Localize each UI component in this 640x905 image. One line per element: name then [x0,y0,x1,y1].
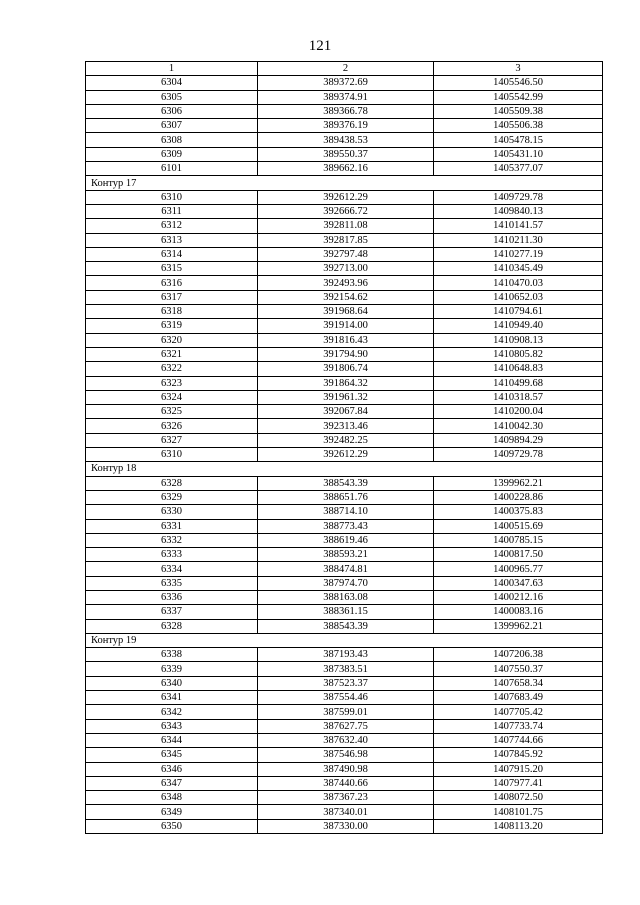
x-coordinate-cell: 391961.32 [258,390,434,404]
point-number-cell: 6304 [86,76,258,90]
x-coordinate-cell: 392612.29 [258,190,434,204]
table-row [86,562,603,576]
point-number-cell: 6344 [86,733,258,747]
table-row [86,376,603,390]
y-coordinate-cell: 1408113.20 [434,819,603,833]
x-coordinate-cell: 391864.32 [258,376,434,390]
table-row [86,319,603,333]
y-coordinate-cell: 1405509.38 [434,104,603,118]
contour-title-row [86,633,603,647]
y-coordinate-cell: 1399962.21 [434,476,603,490]
y-coordinate-cell: 1410908.13 [434,333,603,347]
point-number-cell: 6101 [86,162,258,176]
y-coordinate-cell: 1405546.50 [434,76,603,90]
y-coordinate-cell: 1410200.04 [434,405,603,419]
point-number-cell: 6330 [86,505,258,519]
x-coordinate-cell: 387632.40 [258,733,434,747]
contour-title-row [86,462,603,476]
table-row [86,262,603,276]
table-row [86,548,603,562]
point-number-cell: 6310 [86,448,258,462]
point-number-cell: 6342 [86,705,258,719]
x-coordinate-cell: 389372.69 [258,76,434,90]
y-coordinate-cell: 1400965.77 [434,562,603,576]
point-number-cell: 6331 [86,519,258,533]
table-row [86,648,603,662]
y-coordinate-cell: 1409729.78 [434,448,603,462]
x-coordinate-cell: 392154.62 [258,290,434,304]
table-row [86,590,603,604]
table-row [86,90,603,104]
table-row [86,519,603,533]
y-coordinate-cell: 1410318.57 [434,390,603,404]
table-row [86,190,603,204]
y-coordinate-cell: 1410805.82 [434,347,603,361]
point-number-cell: 6305 [86,90,258,104]
point-number-cell: 6336 [86,590,258,604]
x-coordinate-cell: 387383.51 [258,662,434,676]
x-coordinate-cell: 391968.64 [258,305,434,319]
table-row [86,619,603,633]
page-number: 121 [308,38,332,54]
y-coordinate-cell: 1400375.83 [434,505,603,519]
table-row [86,705,603,719]
table-row [86,433,603,447]
table-row [86,719,603,733]
y-coordinate-cell: 1410277.19 [434,247,603,261]
x-coordinate-cell: 387440.66 [258,776,434,790]
table-row [86,605,603,619]
y-coordinate-cell: 1399962.21 [434,619,603,633]
y-coordinate-cell: 1410949.40 [434,319,603,333]
table-row [86,576,603,590]
table-row [86,805,603,819]
x-coordinate-cell: 392713.00 [258,262,434,276]
point-number-cell: 6343 [86,719,258,733]
x-coordinate-cell: 392313.46 [258,419,434,433]
y-coordinate-cell: 1409729.78 [434,190,603,204]
point-number-cell: 6312 [86,219,258,233]
point-number-cell: 6350 [86,819,258,833]
y-coordinate-cell: 1400515.69 [434,519,603,533]
point-number-cell: 6306 [86,104,258,118]
x-coordinate-cell: 387599.01 [258,705,434,719]
table-row [86,533,603,547]
y-coordinate-cell: 1400347.63 [434,576,603,590]
y-coordinate-cell: 1408072.50 [434,791,603,805]
table-row [86,219,603,233]
table-row [86,204,603,218]
x-coordinate-cell: 391914.00 [258,319,434,333]
y-coordinate-cell: 1409894.29 [434,433,603,447]
table-row [86,476,603,490]
x-coordinate-cell: 392612.29 [258,448,434,462]
table-row [86,305,603,319]
point-number-cell: 6335 [86,576,258,590]
point-number-cell: 6314 [86,247,258,261]
point-number-cell: 6349 [86,805,258,819]
coordinates-table [85,61,603,834]
column-header-1: 1 [86,62,258,76]
x-coordinate-cell: 387340.01 [258,805,434,819]
point-number-cell: 6333 [86,548,258,562]
y-coordinate-cell: 1400228.86 [434,490,603,504]
table-row [86,247,603,261]
x-coordinate-cell: 388543.39 [258,476,434,490]
column-header-2: 2 [258,62,434,76]
x-coordinate-cell: 388773.43 [258,519,434,533]
table-row [86,147,603,161]
x-coordinate-cell: 388543.39 [258,619,434,633]
table-header-row [86,62,603,76]
y-coordinate-cell: 1410141.57 [434,219,603,233]
point-number-cell: 6332 [86,533,258,547]
table-row [86,347,603,361]
table-row [86,362,603,376]
x-coordinate-cell: 387554.46 [258,691,434,705]
table-row [86,162,603,176]
x-coordinate-cell: 387367.23 [258,791,434,805]
x-coordinate-cell: 387523.37 [258,676,434,690]
point-number-cell: 6313 [86,233,258,247]
point-number-cell: 6334 [86,562,258,576]
table-row [86,276,603,290]
table-row [86,333,603,347]
point-number-cell: 6309 [86,147,258,161]
y-coordinate-cell: 1407658.34 [434,676,603,690]
x-coordinate-cell: 389662.16 [258,162,434,176]
y-coordinate-cell: 1410499.68 [434,376,603,390]
point-number-cell: 6323 [86,376,258,390]
table-row [86,390,603,404]
point-number-cell: 6346 [86,762,258,776]
x-coordinate-cell: 387627.75 [258,719,434,733]
point-number-cell: 6337 [86,605,258,619]
y-coordinate-cell: 1407733.74 [434,719,603,733]
y-coordinate-cell: 1410345.49 [434,262,603,276]
y-coordinate-cell: 1407845.92 [434,748,603,762]
table-row [86,819,603,833]
y-coordinate-cell: 1405478.15 [434,133,603,147]
x-coordinate-cell: 387546.98 [258,748,434,762]
y-coordinate-cell: 1400083.16 [434,605,603,619]
x-coordinate-cell: 391794.90 [258,347,434,361]
y-coordinate-cell: 1405377.07 [434,162,603,176]
table-row [86,791,603,805]
table-row [86,233,603,247]
point-number-cell: 6339 [86,662,258,676]
table-row [86,76,603,90]
x-coordinate-cell: 388714.10 [258,505,434,519]
x-coordinate-cell: 392817.85 [258,233,434,247]
y-coordinate-cell: 1410211.30 [434,233,603,247]
table-row [86,419,603,433]
x-coordinate-cell: 388651.76 [258,490,434,504]
x-coordinate-cell: 387330.00 [258,819,434,833]
x-coordinate-cell: 392811.08 [258,219,434,233]
contour-title: Контур 17 [86,176,603,190]
x-coordinate-cell: 388619.46 [258,533,434,547]
y-coordinate-cell: 1410652.03 [434,290,603,304]
y-coordinate-cell: 1400785.15 [434,533,603,547]
point-number-cell: 6328 [86,619,258,633]
y-coordinate-cell: 1407206.38 [434,648,603,662]
point-number-cell: 6340 [86,676,258,690]
table-row [86,505,603,519]
x-coordinate-cell: 388163.08 [258,590,434,604]
x-coordinate-cell: 389376.19 [258,119,434,133]
x-coordinate-cell: 389438.53 [258,133,434,147]
point-number-cell: 6347 [86,776,258,790]
x-coordinate-cell: 388474.81 [258,562,434,576]
x-coordinate-cell: 389366.78 [258,104,434,118]
point-number-cell: 6311 [86,204,258,218]
y-coordinate-cell: 1400212.16 [434,590,603,604]
x-coordinate-cell: 387193.43 [258,648,434,662]
table-row [86,133,603,147]
point-number-cell: 6329 [86,490,258,504]
table-row [86,104,603,118]
y-coordinate-cell: 1400817.50 [434,548,603,562]
contour-title: Контур 18 [86,462,603,476]
point-number-cell: 6328 [86,476,258,490]
point-number-cell: 6338 [86,648,258,662]
y-coordinate-cell: 1407977.41 [434,776,603,790]
point-number-cell: 6326 [86,419,258,433]
point-number-cell: 6321 [86,347,258,361]
table-row [86,490,603,504]
table-row [86,748,603,762]
point-number-cell: 6325 [86,405,258,419]
table-row [86,405,603,419]
x-coordinate-cell: 392493.96 [258,276,434,290]
y-coordinate-cell: 1410794.61 [434,305,603,319]
table-row [86,448,603,462]
x-coordinate-cell: 392482.25 [258,433,434,447]
y-coordinate-cell: 1410648.83 [434,362,603,376]
table-row [86,733,603,747]
x-coordinate-cell: 388593.21 [258,548,434,562]
x-coordinate-cell: 389550.37 [258,147,434,161]
y-coordinate-cell: 1407705.42 [434,705,603,719]
table-row [86,776,603,790]
y-coordinate-cell: 1410042.30 [434,419,603,433]
point-number-cell: 6320 [86,333,258,347]
y-coordinate-cell: 1410470.03 [434,276,603,290]
contour-title-row [86,176,603,190]
y-coordinate-cell: 1409840.13 [434,204,603,218]
point-number-cell: 6322 [86,362,258,376]
point-number-cell: 6324 [86,390,258,404]
x-coordinate-cell: 392666.72 [258,204,434,218]
x-coordinate-cell: 387974.70 [258,576,434,590]
point-number-cell: 6307 [86,119,258,133]
y-coordinate-cell: 1405506.38 [434,119,603,133]
point-number-cell: 6319 [86,319,258,333]
x-coordinate-cell: 388361.15 [258,605,434,619]
x-coordinate-cell: 391806.74 [258,362,434,376]
point-number-cell: 6316 [86,276,258,290]
table-row [86,119,603,133]
point-number-cell: 6308 [86,133,258,147]
point-number-cell: 6345 [86,748,258,762]
table-row [86,691,603,705]
x-coordinate-cell: 391816.43 [258,333,434,347]
table-row [86,662,603,676]
x-coordinate-cell: 387490.98 [258,762,434,776]
point-number-cell: 6310 [86,190,258,204]
y-coordinate-cell: 1407550.37 [434,662,603,676]
column-header-3: 3 [434,62,603,76]
point-number-cell: 6318 [86,305,258,319]
point-number-cell: 6341 [86,691,258,705]
y-coordinate-cell: 1407915.20 [434,762,603,776]
table-row [86,290,603,304]
coordinates-table-body [86,62,603,834]
point-number-cell: 6327 [86,433,258,447]
x-coordinate-cell: 392797.48 [258,247,434,261]
table-row [86,676,603,690]
x-coordinate-cell: 392067.84 [258,405,434,419]
y-coordinate-cell: 1407744.66 [434,733,603,747]
point-number-cell: 6348 [86,791,258,805]
y-coordinate-cell: 1405431.10 [434,147,603,161]
point-number-cell: 6317 [86,290,258,304]
x-coordinate-cell: 389374.91 [258,90,434,104]
point-number-cell: 6315 [86,262,258,276]
contour-title: Контур 19 [86,633,603,647]
y-coordinate-cell: 1405542.99 [434,90,603,104]
y-coordinate-cell: 1408101.75 [434,805,603,819]
table-row [86,762,603,776]
y-coordinate-cell: 1407683.49 [434,691,603,705]
